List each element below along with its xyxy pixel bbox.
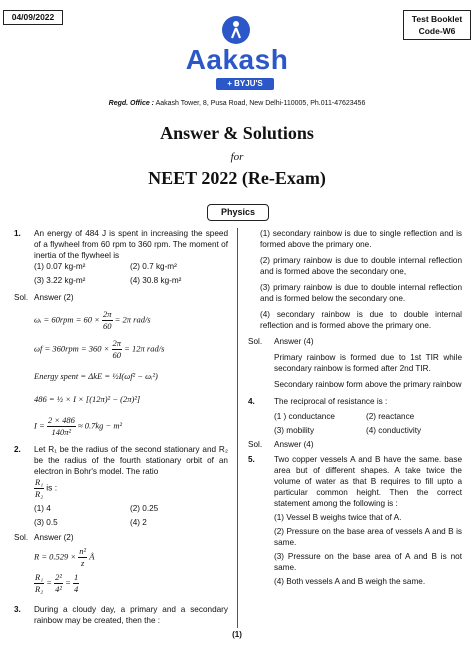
q1-text: An energy of 484 J is spent in increasing the speed of a flywheel from 60 rpm to 360 rpm. The moment of inertia of the flywheel is bbox=[34, 229, 228, 260]
q2-eq1-num: n² bbox=[79, 546, 87, 556]
q2-option-1: (1) 4 bbox=[34, 504, 51, 513]
q5-option-2: (2) Pressure on the base area of vessels A and B is same. bbox=[274, 527, 462, 547]
q3-option-4: (4) secondary rainbow is due to double internal reflection and is formed above the primary one. bbox=[260, 310, 462, 330]
q2-eq2: $\frac{\text{R₁}}{\text{R₂}}$ = $\frac{\text{2²}}{\text{4²}}$ = $\frac{1}{4}$ bbox=[35, 572, 79, 594]
q2-ratio-den: R₂ bbox=[35, 489, 44, 499]
logo-wordmark: Aakash bbox=[185, 44, 289, 75]
q4-text: The reciprocal of resistance is : bbox=[274, 397, 388, 406]
q1-eq3: Energy spent = ΔkE = ½I(ωf² − ωᵢ²) bbox=[34, 371, 158, 381]
booklet-label: Test Booklet bbox=[411, 14, 463, 24]
page-number: (1) bbox=[232, 630, 242, 639]
q1-eq2 bbox=[34, 338, 228, 361]
q1-number: 1. bbox=[14, 229, 21, 238]
q1-eq5-den: 140π² bbox=[51, 427, 72, 437]
right-column bbox=[248, 228, 462, 587]
q1-eq1-num: 2π bbox=[103, 309, 112, 319]
q1-eq4: 486 = ½ × I × [(12π)² − (2π)²] bbox=[34, 394, 141, 404]
q2-text: Let R₁ be the radius of the second stationary and R₂ be the radius of the fourth stationary orbit of an electron in Bohr's model. The ratio bbox=[34, 445, 228, 476]
q1-option-1: (1) 0.07 kg-m² bbox=[34, 262, 86, 271]
page-title: Answer & Solutions bbox=[160, 123, 314, 143]
booklet-code: Code-W6 bbox=[418, 26, 456, 36]
q4-option-3: (3) mobility bbox=[274, 426, 315, 435]
q3-sol-text-2: Secondary rainbow form above the primary rainbow bbox=[274, 380, 462, 389]
q1-answer: Answer (2) bbox=[34, 293, 74, 302]
regd-address: Aakash Tower, 8, Pusa Road, New Delhi-110005, Ph.011-47623456 bbox=[155, 100, 366, 107]
q2-option-3: (3) 0.5 bbox=[34, 518, 58, 527]
q2-sol-label: Sol. bbox=[14, 533, 29, 542]
q2-eq2-mid-num: 2² bbox=[55, 572, 62, 582]
q3-sol-label: Sol. bbox=[248, 337, 263, 346]
q1-eq2-den: 60 bbox=[112, 350, 122, 360]
q4-sol-label: Sol. bbox=[248, 440, 263, 449]
q1-eq1-den: 60 bbox=[103, 321, 112, 331]
q5-option-1: (1) Vessel B weighs twice that of A. bbox=[274, 513, 402, 522]
regd-office bbox=[0, 100, 474, 107]
q3-option-1: (1) secondary rainbow is due to single reflection and is formed above the primary one. bbox=[260, 229, 462, 249]
q2-eq2-mid-den: 4² bbox=[55, 584, 62, 594]
q1-eq5-lhs: I = bbox=[34, 420, 45, 431]
question-3 bbox=[14, 604, 228, 626]
q4-option-4: (4) conductivity bbox=[366, 426, 422, 435]
exam-date: 04/09/2022 bbox=[3, 10, 63, 25]
q2-eq1-den: z bbox=[81, 558, 85, 568]
q2-ratio bbox=[34, 477, 228, 500]
q3-number: 3. bbox=[14, 605, 21, 614]
q2-eq1-rhs: Å bbox=[89, 551, 95, 562]
regd-label: Regd. Office : bbox=[108, 100, 155, 107]
q1-eq5 bbox=[34, 415, 228, 438]
aakash-logo-icon bbox=[222, 16, 250, 44]
q2-eq2-end-den: 4 bbox=[73, 584, 79, 594]
q1-eq2-lhs: ωf = 360rpm = 360 × bbox=[34, 343, 110, 354]
q1-eq2-rhs: = 12π rad/s bbox=[124, 343, 165, 354]
column-divider bbox=[237, 228, 238, 628]
q1-eq5-rhs: ≈ 0.7kg − m² bbox=[77, 420, 123, 431]
q4-option-1: (1 ) conductance bbox=[274, 412, 335, 421]
q1-eq1-lhs: ωᵢ = 60rpm = 60 × bbox=[34, 314, 100, 325]
q5-text: Two copper vessels A and B have the same. base area but of different shapes. A take twice the volume of water as that B requires to fill upto a particular common height. Then the correct statement among the following is : bbox=[274, 455, 462, 508]
q4-option-2: (2) reactance bbox=[366, 412, 415, 421]
q2-option-2: (2) 0.25 bbox=[130, 504, 159, 513]
q1-option-3: (3) 3.22 kg-m² bbox=[34, 276, 86, 285]
q3-answer: Answer (4) bbox=[274, 337, 314, 346]
q4-number: 4. bbox=[248, 397, 255, 406]
test-booklet-code bbox=[403, 10, 471, 40]
q3-text: During a cloudy day, a primary and a secondary rainbow may be created, then the : bbox=[34, 605, 228, 625]
q3-option-3: (3) primary rainbow is due to double internal reflection and is formed below the secondary one. bbox=[260, 283, 462, 303]
q2-ratio-num: R₁ bbox=[35, 477, 44, 487]
q3-sol-text-1: Primary rainbow is formed due to 1st TIR while secondary rainbow is formed after 2nd TIR. bbox=[274, 353, 462, 373]
q5-number: 5. bbox=[248, 455, 255, 464]
q5-option-3: (3) Pressure on the base area of A and B is not same. bbox=[274, 552, 462, 572]
question-1 bbox=[14, 228, 228, 438]
byjus-badge: + BYJU'S bbox=[216, 78, 274, 90]
q1-sol-label: Sol. bbox=[14, 293, 29, 302]
subject-badge: Physics bbox=[207, 204, 269, 221]
q1-eq1 bbox=[34, 309, 228, 332]
q1-option-2: (2) 0.7 kg-m² bbox=[130, 262, 177, 271]
q2-option-4: (4) 2 bbox=[130, 518, 147, 527]
exam-title: NEET 2022 (Re-Exam) bbox=[148, 168, 326, 188]
q3-option-2: (2) primary rainbow is due to double internal reflection and is formed above the secondary one, bbox=[260, 256, 462, 276]
q2-eq2-end-num: 1 bbox=[73, 572, 79, 582]
q1-eq2-num: 2π bbox=[112, 338, 122, 348]
q2-number: 2. bbox=[14, 445, 21, 454]
q1-eq5-num: 2 × 486 bbox=[47, 415, 75, 425]
q2-eq1 bbox=[34, 546, 228, 569]
q4-answer: Answer (4) bbox=[274, 440, 314, 449]
q2-ratio-tail: is : bbox=[46, 482, 58, 493]
q2-answer: Answer (2) bbox=[34, 533, 74, 542]
question-2 bbox=[14, 444, 228, 595]
q2-eq2-den: R₂ bbox=[35, 584, 44, 594]
title-for: for bbox=[230, 151, 244, 163]
q2-eq2-num: R₁ bbox=[35, 572, 44, 582]
q1-option-4: (4) 30.8 kg-m² bbox=[130, 276, 182, 285]
q2-eq1-lhs: R = 0.529 × bbox=[34, 551, 77, 562]
q1-eq1-rhs: = 2π rad/s bbox=[114, 314, 151, 325]
q5-option-4: (4) Both vessels A and B weigh the same. bbox=[274, 577, 426, 586]
